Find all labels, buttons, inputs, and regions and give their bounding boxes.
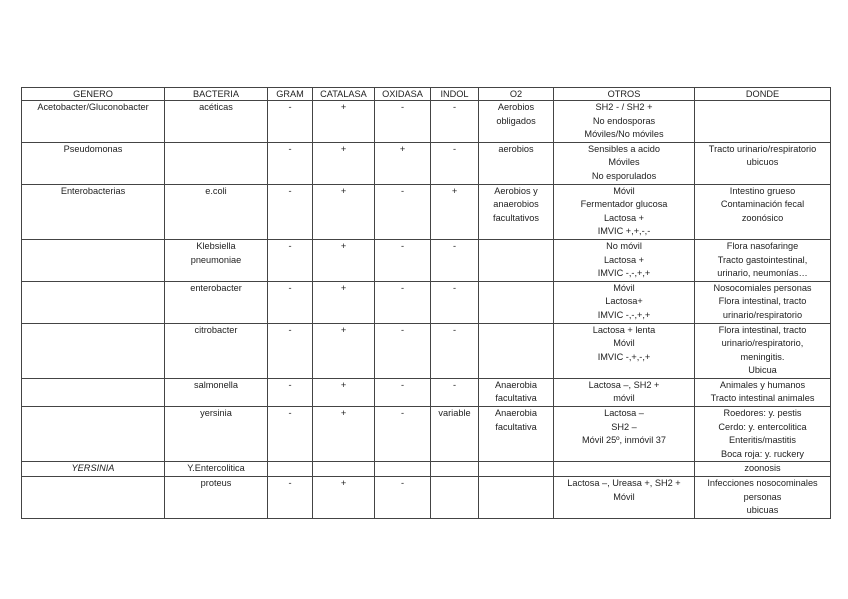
donde-line: ubicuos — [746, 157, 779, 168]
otros-line: Móvil — [613, 185, 635, 196]
table-row — [22, 239, 831, 281]
o2-cell — [479, 378, 554, 406]
otros-line: Lactosa + — [603, 212, 645, 223]
genero-cell — [22, 407, 165, 462]
donde-line: Tracto gastointestinal, — [717, 254, 808, 265]
table-body — [22, 101, 831, 519]
o2-line: obligados — [496, 115, 536, 126]
indol-cell: - — [431, 323, 479, 378]
bacteria-cell — [165, 184, 268, 239]
catalasa-cell: + — [313, 407, 375, 462]
bacteria-line: Y.Entercolitica — [187, 463, 245, 474]
gram-cell: - — [268, 407, 313, 462]
otros-line: Fermentador glucosa — [580, 199, 668, 210]
o2-cell — [479, 142, 554, 184]
catalasa-cell: + — [313, 239, 375, 281]
oxidasa-cell: - — [375, 101, 431, 143]
gram-cell: - — [268, 477, 313, 519]
donde-line: Enteritis/mastitis — [729, 435, 796, 446]
donde-cell — [695, 184, 831, 239]
o2-cell — [479, 239, 554, 281]
genero-cell: YERSINIA — [22, 462, 165, 477]
otros-line: Móvil 25º, inmóvil 37 — [581, 435, 667, 446]
otros-line: SH2 - / SH2 + — [595, 102, 653, 112]
catalasa-cell: + — [313, 101, 375, 143]
otros-cell — [554, 462, 695, 477]
oxidasa-cell: - — [375, 323, 431, 378]
otros-cell — [554, 142, 695, 184]
donde-cell — [695, 378, 831, 406]
oxidasa-cell: - — [375, 407, 431, 462]
otros-cell — [554, 101, 695, 143]
header-row — [22, 88, 831, 101]
otros-line: Sensibles a acido — [587, 143, 660, 154]
bacteria-cell — [165, 142, 268, 184]
donde-line: ubicuas — [746, 505, 779, 516]
genero-cell: Pseudomonas — [22, 142, 165, 184]
indol-cell: - — [431, 142, 479, 184]
otros-line: Lactosa –, SH2 + — [588, 379, 660, 390]
catalasa-cell: + — [313, 281, 375, 323]
bacteria-cell — [165, 281, 268, 323]
donde-line: urinario, neumonías… — [717, 268, 808, 279]
gram-cell: - — [268, 323, 313, 378]
otros-line: IMVIC -,-,+,+ — [597, 268, 651, 279]
table-row — [22, 281, 831, 323]
o2-line: facultativos — [493, 212, 539, 223]
bacteria-line: proteus — [200, 478, 232, 489]
gram-cell: - — [268, 239, 313, 281]
o2-line: anaerobios — [493, 199, 539, 210]
o2-line: aerobios — [498, 143, 534, 154]
gram-cell: - — [268, 142, 313, 184]
otros-line: No endosporas — [592, 115, 656, 126]
otros-line: Lactosa+ — [605, 296, 643, 307]
o2-line: facultativa — [495, 393, 537, 404]
otros-line: Móviles/No móviles — [584, 129, 664, 140]
genero-cell — [22, 281, 165, 323]
donde-line: Ubicua — [748, 365, 777, 376]
otros-line: Lactosa –, Ureasa +, SH2 + — [567, 478, 681, 489]
otros-cell — [554, 239, 695, 281]
column-header: CATALASA — [313, 88, 375, 101]
indol-cell — [431, 462, 479, 477]
o2-cell — [479, 407, 554, 462]
otros-line: Lactosa – — [604, 408, 644, 419]
donde-line: Flora nasofaringe — [726, 240, 799, 251]
otros-cell — [554, 281, 695, 323]
oxidasa-cell: - — [375, 378, 431, 406]
catalasa-cell: + — [313, 184, 375, 239]
indol-cell: + — [431, 184, 479, 239]
column-header: DONDE — [695, 88, 831, 101]
gram-cell — [268, 462, 313, 477]
otros-cell — [554, 184, 695, 239]
donde-line: zoonosis — [744, 463, 781, 474]
otros-line: móvil — [613, 393, 635, 404]
donde-cell — [695, 323, 831, 378]
catalasa-cell: + — [313, 477, 375, 519]
bacteria-line: Klebsiella — [196, 240, 236, 251]
donde-line: Contaminación fecal — [720, 199, 805, 210]
indol-cell: - — [431, 101, 479, 143]
donde-line: Infecciones nosocominales — [707, 478, 818, 489]
genero-cell — [22, 477, 165, 519]
genero-cell: Enterobacterias — [22, 184, 165, 239]
otros-cell — [554, 407, 695, 462]
column-header: BACTERIA — [165, 88, 268, 101]
bacteria-line: pneumoniae — [190, 254, 242, 265]
otros-cell — [554, 477, 695, 519]
catalasa-cell: + — [313, 378, 375, 406]
table-row — [22, 477, 831, 519]
genero-cell — [22, 239, 165, 281]
donde-line: personas — [743, 491, 782, 502]
genero-cell — [22, 323, 165, 378]
bacteria-cell — [165, 462, 268, 477]
column-header: O2 — [479, 88, 554, 101]
otros-cell — [554, 323, 695, 378]
donde-cell — [695, 101, 831, 143]
otros-line: No móvil — [606, 240, 642, 251]
o2-cell — [479, 477, 554, 519]
catalasa-cell: + — [313, 323, 375, 378]
otros-line: SH2 – — [611, 421, 637, 432]
donde-cell — [695, 142, 831, 184]
otros-line: Lactosa + — [603, 254, 645, 265]
otros-line: IMVIC +,+,-,- — [597, 226, 651, 237]
oxidasa-cell: - — [375, 477, 431, 519]
table-row — [22, 323, 831, 378]
donde-line: Flora intestinal, tracto — [718, 296, 807, 307]
indol-cell: variable — [431, 407, 479, 462]
bacteria-line: e.coli — [205, 185, 227, 196]
table-row — [22, 184, 831, 239]
otros-line: No esporulados — [591, 170, 657, 181]
column-header: OTROS — [554, 88, 695, 101]
donde-line: Animales y humanos — [719, 379, 806, 390]
o2-line: Anaerobia — [495, 379, 537, 390]
o2-line: Aerobios y — [494, 185, 538, 196]
bacteria-cell — [165, 378, 268, 406]
otros-line: IMVIC -,+,-,+ — [597, 351, 651, 362]
table-row — [22, 462, 831, 477]
otros-line: Móviles — [608, 157, 640, 168]
donde-line: Cerdo: y. entercolitica — [718, 421, 807, 432]
oxidasa-cell — [375, 462, 431, 477]
donde-cell — [695, 477, 831, 519]
table-row — [22, 101, 831, 143]
donde-line: Tracto intestinal animales — [710, 393, 815, 404]
o2-line: Anaerobia — [495, 408, 537, 419]
donde-line: Intestino grueso — [729, 185, 796, 196]
o2-cell — [479, 462, 554, 477]
indol-cell: - — [431, 281, 479, 323]
oxidasa-cell: - — [375, 184, 431, 239]
donde-line: meningitis. — [740, 351, 785, 362]
otros-cell — [554, 378, 695, 406]
o2-cell — [479, 101, 554, 143]
otros-line: Móvil — [613, 338, 635, 349]
indol-cell: - — [431, 239, 479, 281]
gram-cell: - — [268, 281, 313, 323]
gram-cell: - — [268, 184, 313, 239]
column-header: GRAM — [268, 88, 313, 101]
otros-line: IMVIC -,-,+,+ — [597, 309, 651, 320]
indol-cell: - — [431, 378, 479, 406]
otros-line: Móvil — [613, 282, 635, 293]
column-header: OXIDASA — [375, 88, 431, 101]
table-row — [22, 142, 831, 184]
donde-line: urinario/respiratorio — [722, 309, 803, 320]
o2-line: facultativa — [495, 421, 537, 432]
donde-line: Roedores: y. pestis — [723, 408, 802, 419]
donde-cell — [695, 407, 831, 462]
donde-line: Nosocomiales personas — [713, 282, 812, 293]
otros-line: Móvil — [613, 491, 635, 502]
bacteria-cell — [165, 477, 268, 519]
column-header: GENERO — [22, 88, 165, 101]
donde-line: Boca roja: y. ruckery — [720, 448, 805, 459]
gram-cell: - — [268, 378, 313, 406]
donde-line: Flora intestinal, tracto — [718, 324, 807, 335]
genero-cell: Acetobacter/Gluconobacter — [22, 101, 165, 143]
donde-line: Tracto urinario/respiratorio — [708, 143, 817, 154]
o2-cell — [479, 323, 554, 378]
bacteria-line: yersinia — [200, 408, 232, 419]
bacteria-cell — [165, 323, 268, 378]
indol-cell — [431, 477, 479, 519]
o2-line: Aerobios — [497, 102, 535, 112]
catalasa-cell — [313, 462, 375, 477]
column-header: INDOL — [431, 88, 479, 101]
donde-line: urinario/respiratorio, — [721, 338, 804, 349]
bacteria-line: acéticas — [199, 102, 233, 112]
donde-cell — [695, 462, 831, 477]
genero-cell — [22, 378, 165, 406]
otros-line: Lactosa + lenta — [592, 324, 656, 335]
bacteria-line: citrobacter — [194, 324, 238, 335]
oxidasa-cell: - — [375, 281, 431, 323]
donde-cell — [695, 281, 831, 323]
bacteria-line: enterobacter — [190, 282, 242, 293]
bacteria-table — [21, 87, 831, 519]
bacteria-cell — [165, 101, 268, 143]
bacteria-cell — [165, 239, 268, 281]
o2-cell — [479, 281, 554, 323]
oxidasa-cell: - — [375, 239, 431, 281]
o2-cell — [479, 184, 554, 239]
gram-cell: - — [268, 101, 313, 143]
bacteria-cell — [165, 407, 268, 462]
donde-cell — [695, 239, 831, 281]
bacteria-line: salmonella — [194, 379, 238, 390]
oxidasa-cell: + — [375, 142, 431, 184]
table-row — [22, 378, 831, 406]
catalasa-cell: + — [313, 142, 375, 184]
donde-line: zoonósico — [741, 212, 784, 223]
table-row — [22, 407, 831, 462]
